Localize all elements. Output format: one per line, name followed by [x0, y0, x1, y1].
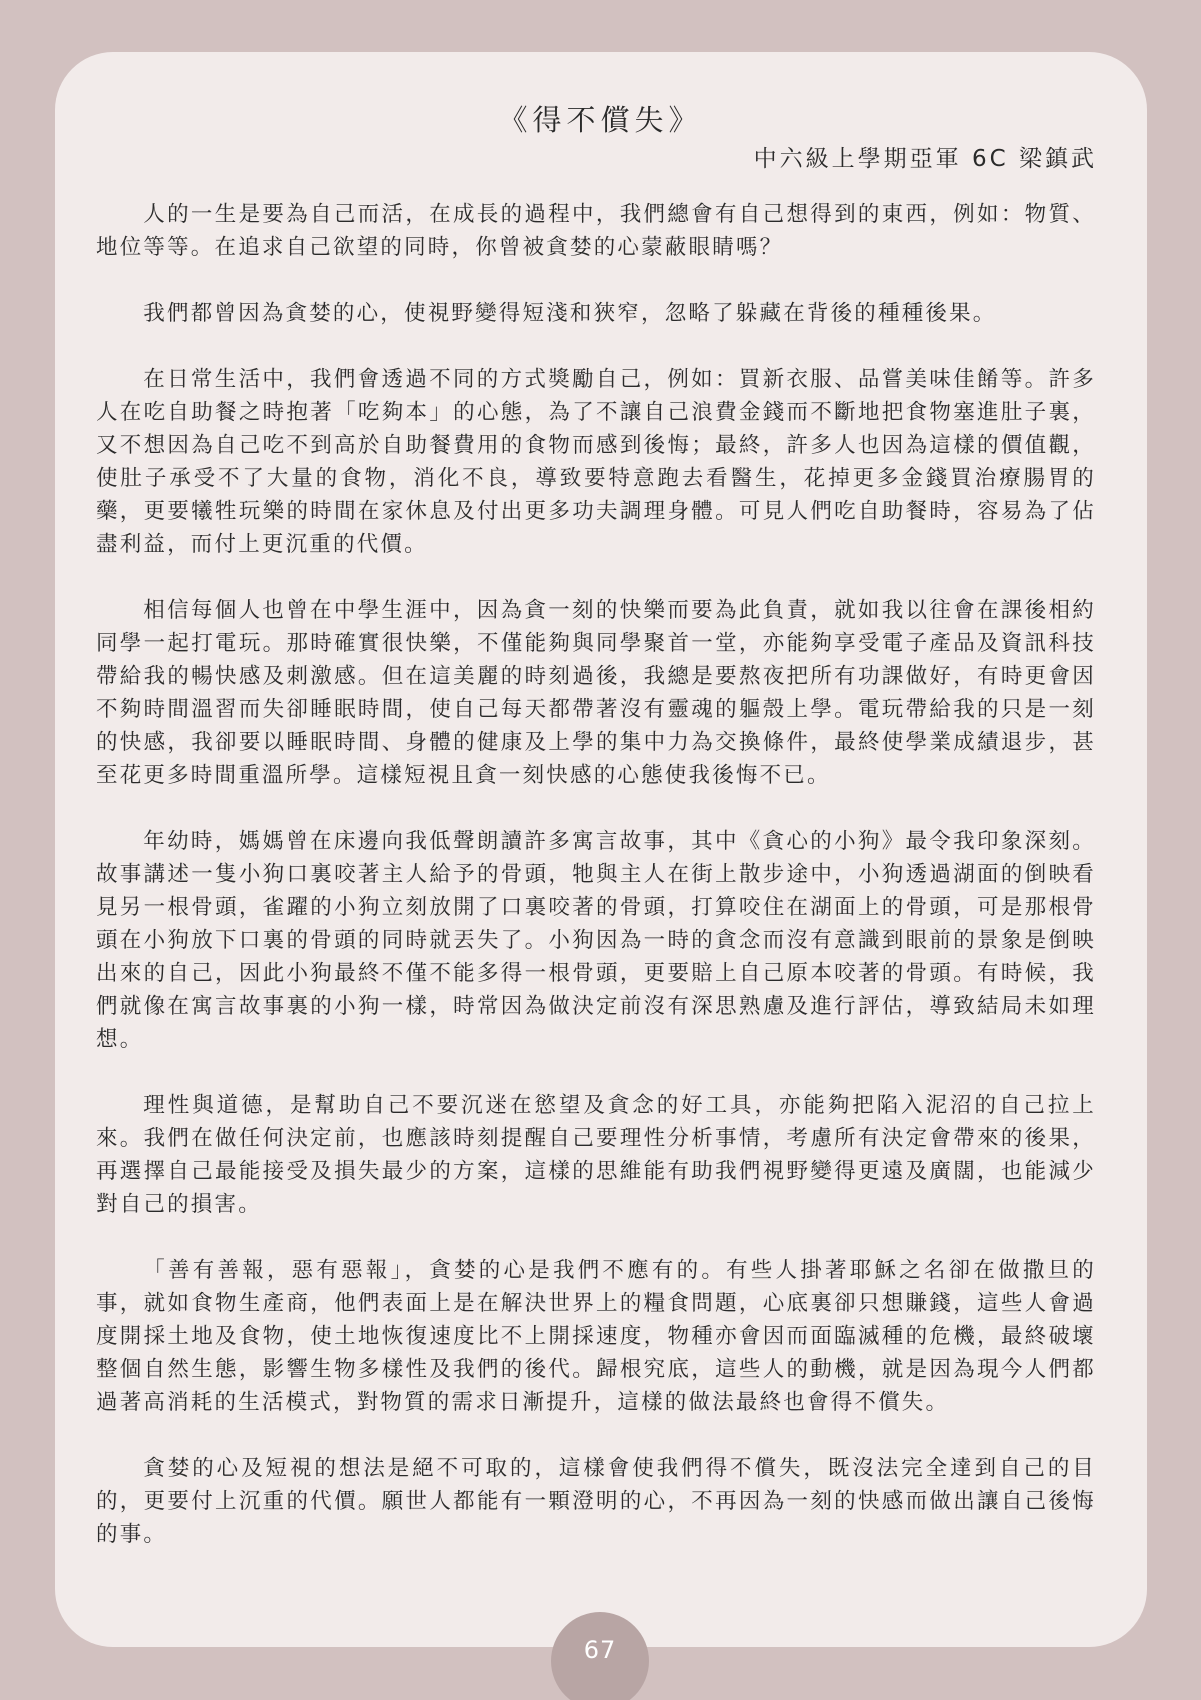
author-byline: 中六級上學期亞軍 6C 梁鎮武	[753, 146, 1097, 172]
paragraph-1: 人的一生是要為自己而活，在成長的過程中，我們總會有自己想得到的東西，例如：物質、地位等等。在追求自己欲望的同時，你曾被貪婪的心蒙蔽眼睛嗎？	[96, 202, 1096, 260]
paragraph-6: 理性與道德，是幫助自己不要沉迷在慾望及貪念的好工具，亦能夠把陷入泥沼的自己拉上來。我們在做任何決定前，也應該時刻提醒自己要理性分析事情，考慮所有決定會帶來的後果，再選擇自己最能接受及損失最少的方案，這樣的思維能有助我們視野變得更遠及廣闊，也能減少對自己的損害。	[96, 1093, 1096, 1217]
paragraph-8: 貪婪的心及短視的想法是絕不可取的，這樣會使我們得不償失，既沒法完全達到自己的目的，更要付上沉重的代價。願世人都能有一顆澄明的心，不再因為一刻的快感而做出讓自己後悔的事。	[96, 1456, 1096, 1547]
paragraph-5: 年幼時，媽媽曾在床邊向我低聲朗讀許多寓言故事，其中《貪心的小狗》最令我印象深刻。故事講述一隻小狗口裏咬著主人給予的骨頭，牠與主人在街上散步途中，小狗透過湖面的倒映看見另一根骨頭，雀躍的小狗立刻放開了口裏咬著的骨頭，打算咬住在湖面上的骨頭，可是那根骨頭在小狗放下口裏的骨頭的同時就丟失了。小狗因為一時的貪念而沒有意識到眼前的景象是倒映出來的自己，因此小狗最終不僅不能多得一根骨頭，更要賠上自己原本咬著的骨頭。有時候，我們就像在寓言故事裏的小狗一樣，時常因為做決定前沒有深思熟慮及進行評估，導致結局未如理想。	[96, 829, 1096, 1052]
article-title: 《得不償失》	[498, 103, 703, 137]
page-number: 67	[583, 1636, 617, 1664]
article-body	[96, 198, 1096, 1584]
paragraph-7: 「善有善報，惡有惡報」，貪婪的心是我們不應有的。有些人掛著耶穌之名卻在做撒旦的事，就如食物生產商，他們表面上是在解決世界上的糧食問題，心底裏卻只想賺錢，這些人會過度開採土地及食物，使土地恢復速度比不上開採速度，物種亦會因而面臨滅種的危機，最終破壞整個自然生態，影響生物多樣性及我們的後代。歸根究底，這些人的動機，就是因為現今人們都過著高消耗的生活模式，對物質的需求日漸提升，這樣的做法最終也會得不償失。	[96, 1258, 1096, 1415]
paragraph-3: 在日常生活中，我們會透過不同的方式獎勵自己，例如：買新衣服、品嘗美味佳餚等。許多人在吃自助餐之時抱著「吃夠本」的心態，為了不讓自己浪費金錢而不斷地把食物塞進肚子裏，又不想因為自己吃不到高於自助餐費用的食物而感到後悔；最終，許多人也因為這樣的價值觀，使肚子承受不了大量的食物，消化不良，導致要特意跑去看醫生，花掉更多金錢買治療腸胃的藥，更要犧牲玩樂的時間在家休息及付出更多功夫調理身體。可見人們吃自助餐時，容易為了佔盡利益，而付上更沉重的代價。	[96, 367, 1096, 557]
paragraph-4: 相信每個人也曾在中學生涯中，因為貪一刻的快樂而要為此負責，就如我以往會在課後相約同學一起打電玩。那時確實很快樂，不僅能夠與同學聚首一堂，亦能夠享受電子產品及資訊科技帶給我的暢快感及刺激感。但在這美麗的時刻過後，我總是要熬夜把所有功課做好，有時更會因不夠時間溫習而失卻睡眠時間，使自己每天都帶著沒有靈魂的軀殼上學。電玩帶給我的只是一刻的快感，我卻要以睡眠時間、身體的健康及上學的集中力為交換條件，最終使學業成績退步，甚至花更多時間重溫所學。這樣短視且貪一刻快感的心態使我後悔不已。	[96, 598, 1096, 788]
page-number-badge	[551, 1612, 649, 1700]
paragraph-2: 我們都曾因為貪婪的心，使視野變得短淺和狹窄，忽略了躲藏在背後的種種後果。	[143, 301, 997, 326]
